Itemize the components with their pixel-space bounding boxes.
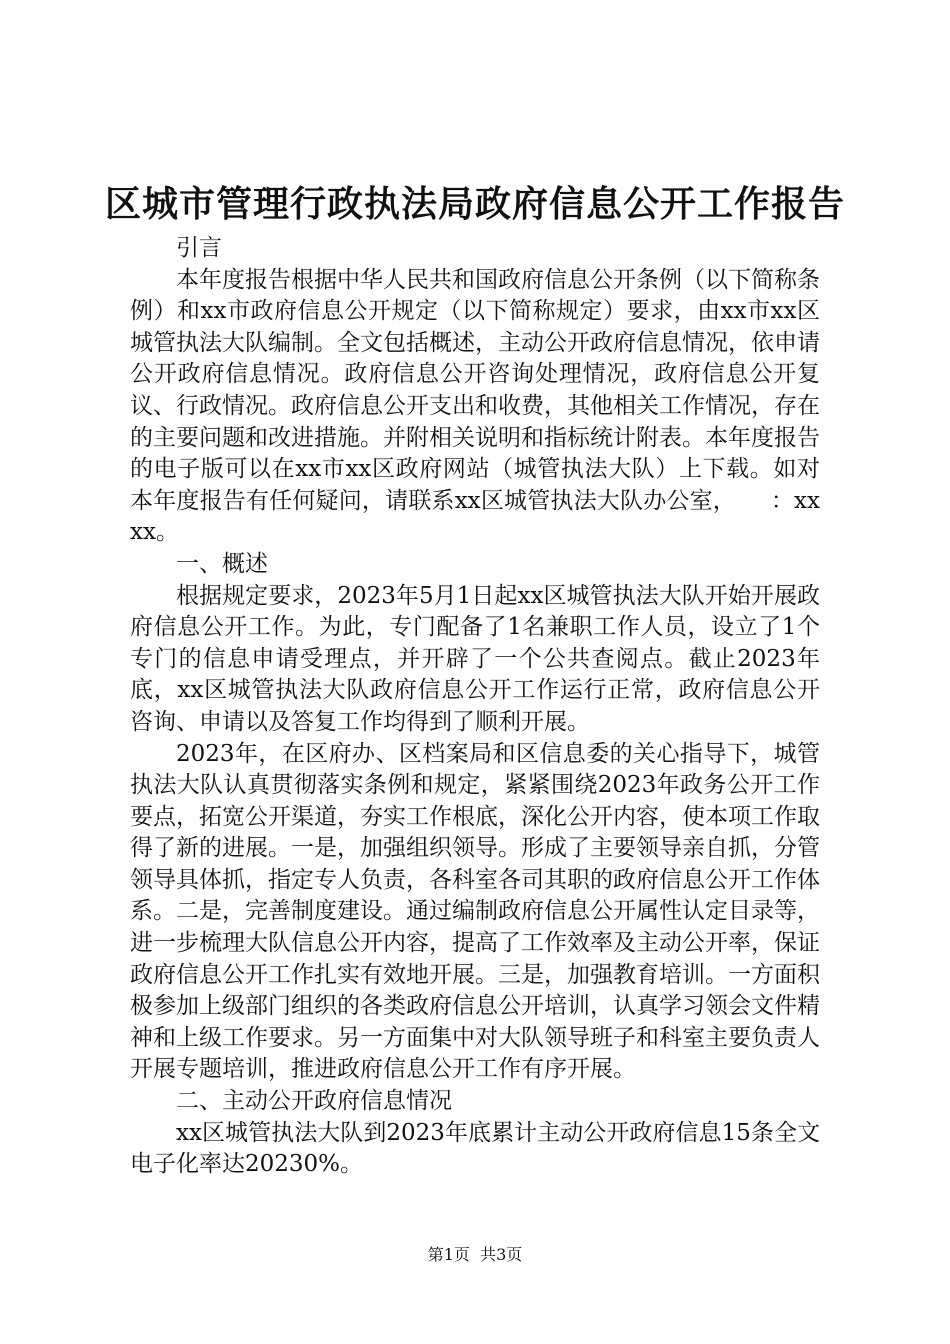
document-body bbox=[130, 233, 820, 1181]
page-number: 第1页 共3页 bbox=[427, 1245, 523, 1264]
section-heading-overview: 一、概述 bbox=[176, 550, 268, 577]
section-heading-active-disclosure: 二、主动公开政府信息情况 bbox=[176, 1088, 452, 1115]
document-title: 区城市管理行政执法局政府信息公开工作报告 bbox=[104, 183, 845, 225]
paragraph-active-disclosure: xx区城管执法大队到2023年底累计主动公开政府信息15条全文电子化率达20230%。 bbox=[130, 1119, 820, 1178]
section-heading-intro: 引言 bbox=[176, 235, 222, 261]
paragraph-overview-1: 根据规定要求，2023年5月1日起xx区城管执法大队开始开展政府信息公开工作。为此，专门配备了1名兼职工作人员，设立了1个专门的信息申请受理点，并开辟了一个公共查阅点。截止2023年底，xx区城管执法大队政府信息公开工作运行正常，政府信息公开咨询、申请以及答复工作均得到了顺利开展。 bbox=[130, 582, 820, 735]
paragraph-overview-2: 2023年，在区府办、区档案局和区信息委的关心指导下，城管执法大队认真贯彻落实条例和规定，紧紧围绕2023年政务公开工作要点，拓宽公开渠道，夯实工作根底，深化公开内容，使本项工作取得了新的进展。一是，加强组织领导。形成了主要领导亲自抓，分管领导具体抓，指定专人负责，各科室各司其职的政府信息公开工作体系。二是，完善制度建设。通过编制政府信息公开属性认定目录等，进一步梳理大队信息公开内容，提高了工作效率及主动公开率，保证政府信息公开工作扎实有效地开展。三是，加强教育培训。一方面积极参加上级部门组织的各类政府信息公开培训，认真学习领会文件精神和上级工作要求。另一方面集中对大队领导班子和科室主要负责人开展专题培训，推进政府信息公开工作有序开展。 bbox=[130, 740, 820, 1083]
paragraph-intro: 本年度报告根据中华人民共和国政府信息公开条例（以下简称条例）和xx市政府信息公开规定（以下简称规定）要求，由xx市xx区城管执法大队编制。全文包括概述，主动公开政府信息情况，依申请公开政府信息情况。政府信息公开咨询处理情况，政府信息公开复议、行政情况。政府信息公开支出和收费，其他相关工作情况，存在的主要问题和改进措施。并附相关说明和指标统计附表。本年度报告的电子版可以在xx市xx区政府网站（城管执法大队）上下载。如对本年度报告有任何疑问，请联系xx区城管执法大队办公室， ：xxxx。 bbox=[130, 266, 820, 546]
page-footer bbox=[0, 1244, 950, 1266]
